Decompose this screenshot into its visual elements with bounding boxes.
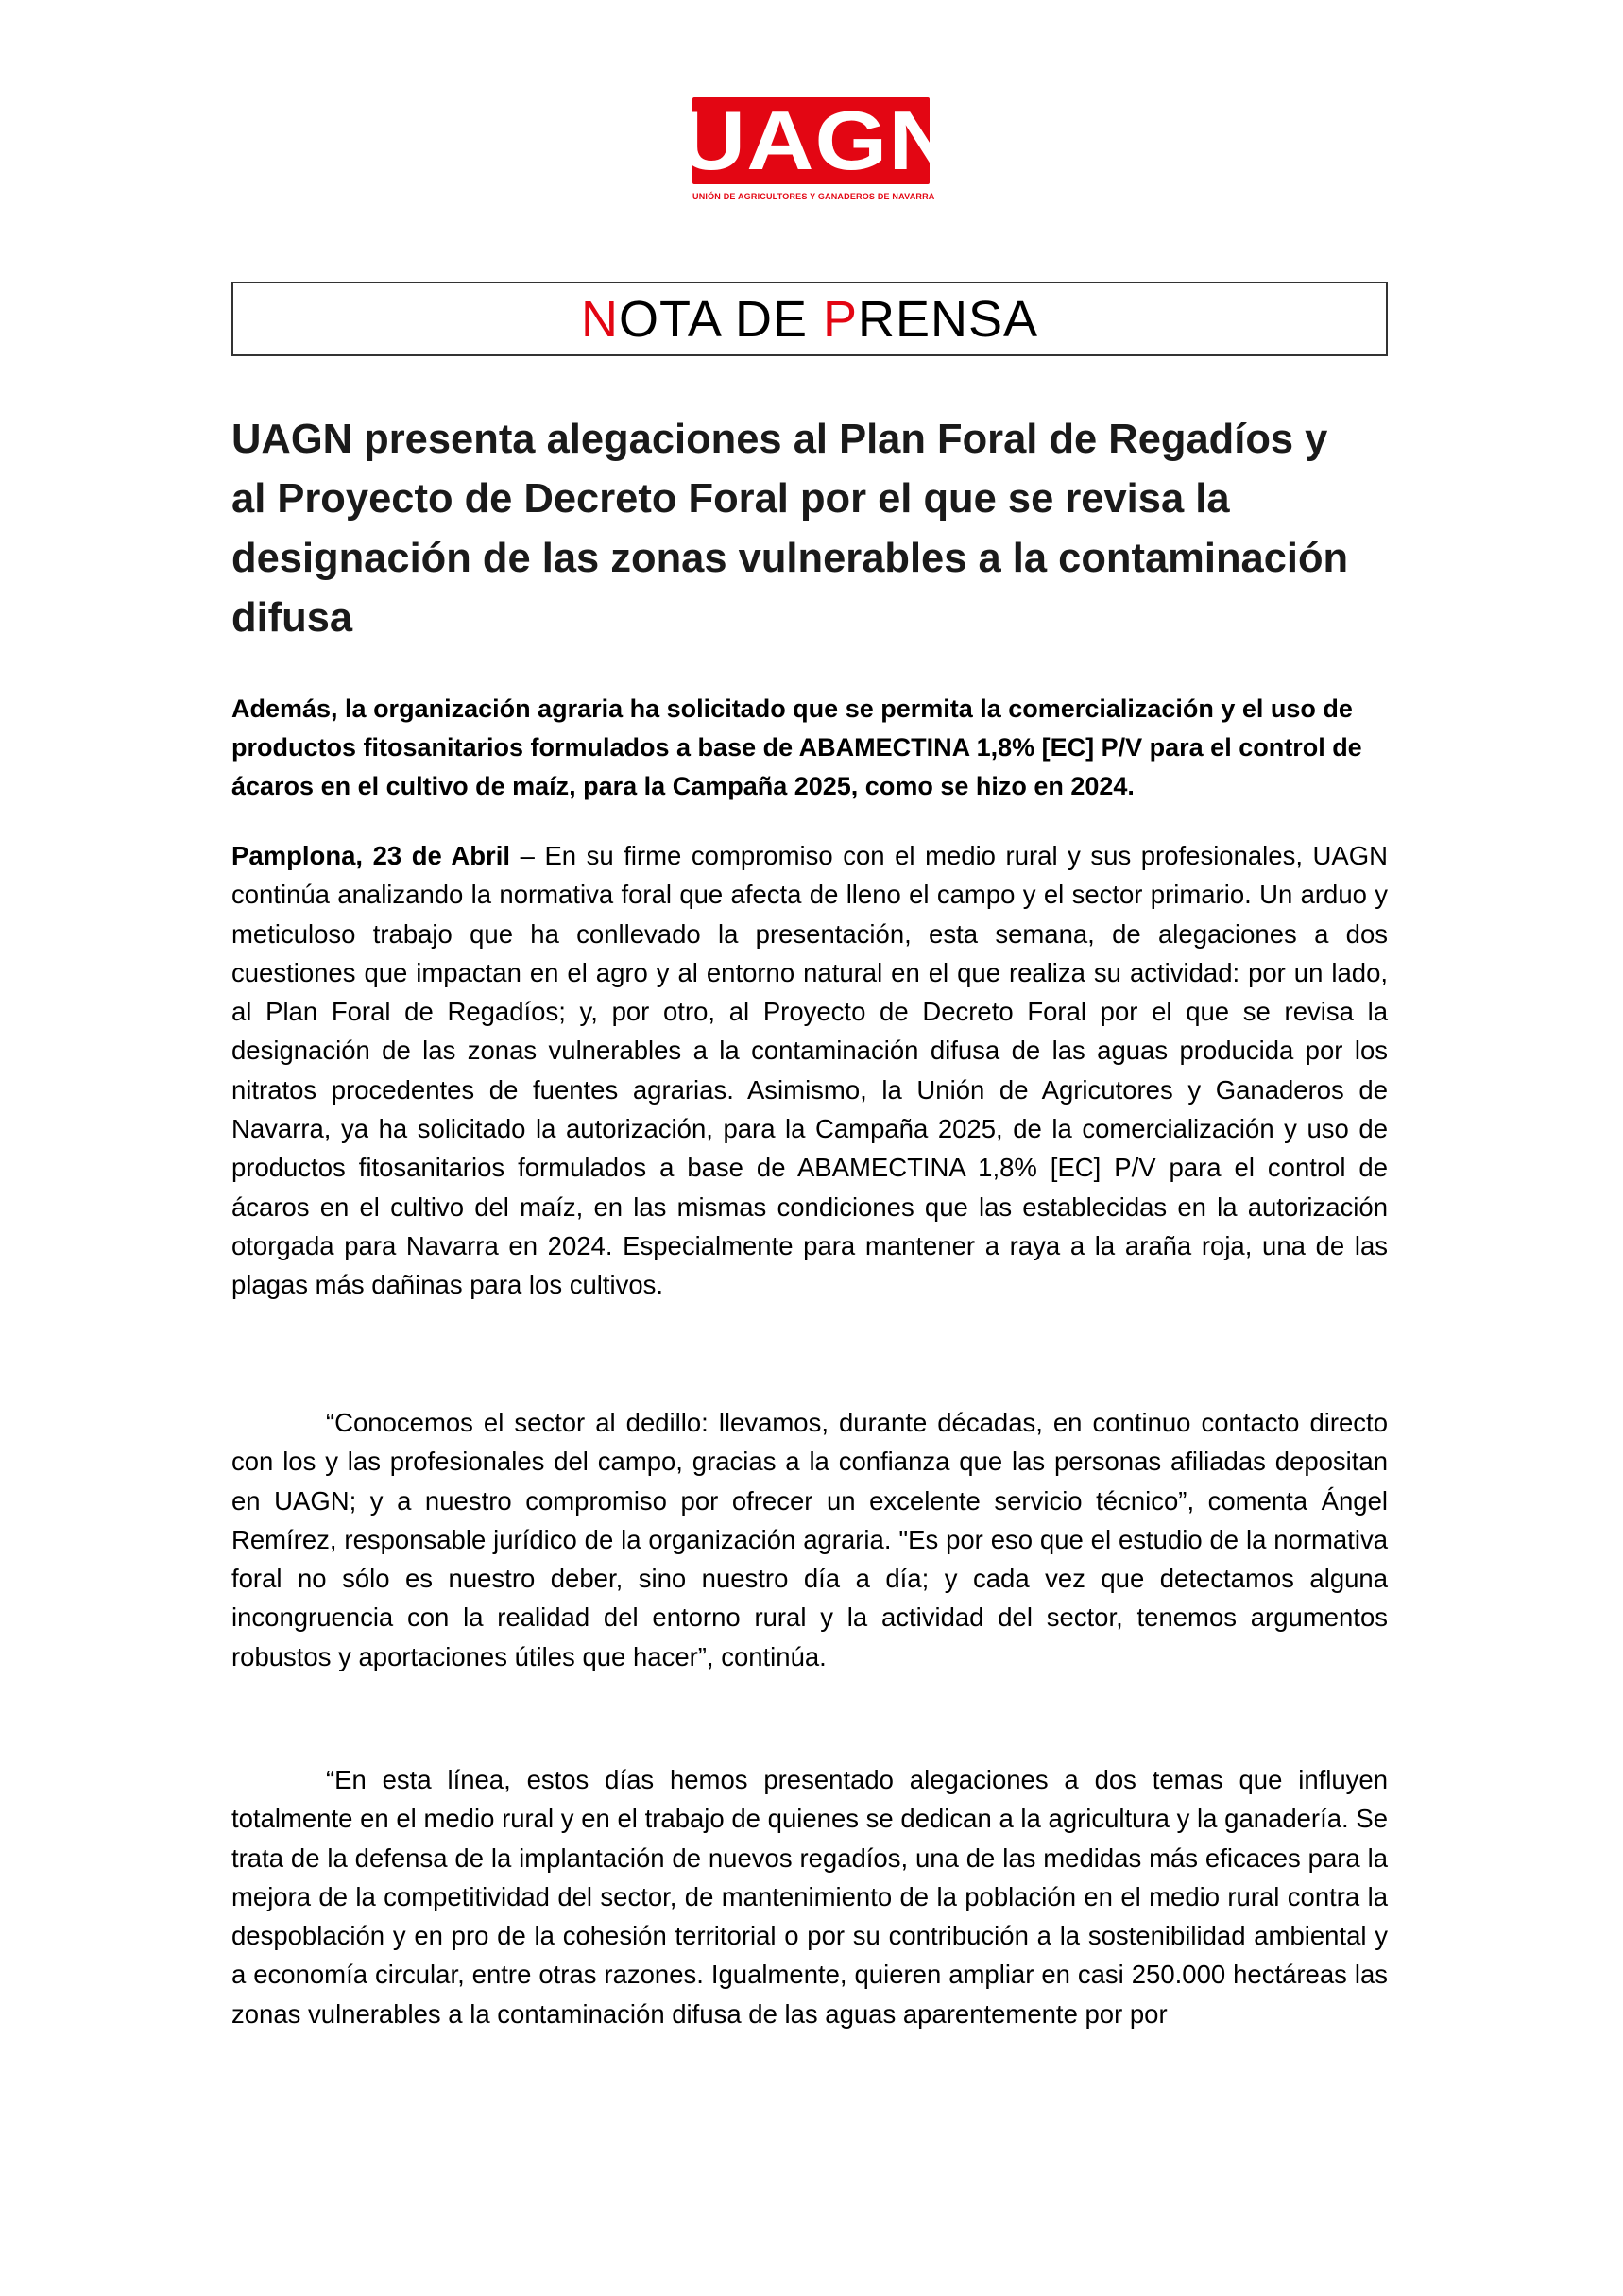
body-paragraph-3: “En esta línea, estos días hemos presentado alegaciones a dos temas que influyen totalmente en el medio rural y en el trabajo de quienes se dedican a la agricultura y la ganadería. Se trata de la defensa de la implantación de nuevos regadíos, una de las medidas más eficaces para la mejora de la competitividad del sector, de mantenimiento de la población en el medio rural contra la despoblación y en pro de la cohesión territorial o por su contribución a la sostenibilidad ambiental y a economía circular, entre otras razones. Igualmente, quieren ampliar en casi 250.000 hectáreas las zonas vulnerables a la contaminación difusa de las aguas aparentemente por por xyxy=(231,1765,1388,2029)
press-release-title-box xyxy=(231,282,1388,356)
press-release-title xyxy=(581,290,1038,349)
headline-line: UAGN presenta alegaciones al Plan Foral de Regadíos y xyxy=(231,417,1328,462)
headline-line: difusa xyxy=(231,595,353,641)
headline-line: al Proyecto de Decreto Foral por el que se revisa la xyxy=(231,476,1230,522)
uagn-logo xyxy=(677,94,957,203)
dateline: Pamplona, 23 de Abril xyxy=(231,841,511,870)
title-part-1: OTA DE xyxy=(618,290,823,348)
logo-text: UAGN xyxy=(677,94,957,187)
title-letter-p: P xyxy=(822,290,859,348)
subheading: Además, la organización agraria ha solicitado que se permita la comercialización y el uso de productos fitosanitarios formulados a base de ABAMECTINA 1,8% [EC] P/V para el control de ácaros en el cultivo de maíz, para la Campaña 2025, como se hizo en 2024. xyxy=(231,694,1362,800)
logo-subtitle: UNIÓN DE AGRICULTORES Y GANADEROS DE NAVARRA xyxy=(692,192,935,201)
paragraph-1-text: – En su firme compromiso con el medio rural y sus profesionales, UAGN continúa analizando la normativa foral que afecta de lleno el campo y el sector primario. Un arduo y meticuloso trabajo que ha conllevado la presentación, esta semana, de alegaciones a dos cuestiones que impactan en el agro y al entorno natural en el que realiza su actividad: por un lado, al Plan Foral de Regadíos; y, por otro, al Proyecto de Decreto Foral por el que se revisa la designación de las zonas vulnerables a la contaminación difusa de las aguas producida por los nitratos procedentes de fuentes agrarias. Asimismo, la Unión de Agricutores y Ganaderos de Navarra, ya ha solicitado la autorización, para la Campaña 2025, de la comercialización y uso de productos fitosanitarios formulados a base de ABAMECTINA 1,8% [EC] P/V para el control de ácaros en el cultivo del maíz, en las mismas condiciones que las establecidas en la autorización otorgada para Navarra en 2024. Especialmente para mantener a raya a la araña roja, una de las plagas más dañinas para los cultivos. xyxy=(231,841,1388,1300)
headline xyxy=(231,410,1393,648)
title-part-2: RENSA xyxy=(858,290,1039,348)
body-paragraph-1 xyxy=(231,836,1388,1305)
body-paragraph-2: “Conocemos el sector al dedillo: llevamos, durante décadas, en continuo contacto directo con los y las profesionales del campo, gracias a la confianza que las personas afiliadas depositan en UAGN; y a nuestro compromiso por ofrecer un excelente servicio técnico”, comenta Ángel Remírez, responsable jurídico de la organización agraria. "Es por eso que el estudio de la normativa foral no sólo es nuestro deber, sino nuestro día a día; y cada vez que detectamos alguna incongruencia con la realidad del entorno rural y la actividad del sector, tenemos argumentos robustos y aportaciones útiles que hacer”, continúa. xyxy=(231,1408,1388,1671)
headline-line: designación de las zonas vulnerables a la contaminación xyxy=(231,536,1349,581)
title-letter-n: N xyxy=(580,290,619,348)
